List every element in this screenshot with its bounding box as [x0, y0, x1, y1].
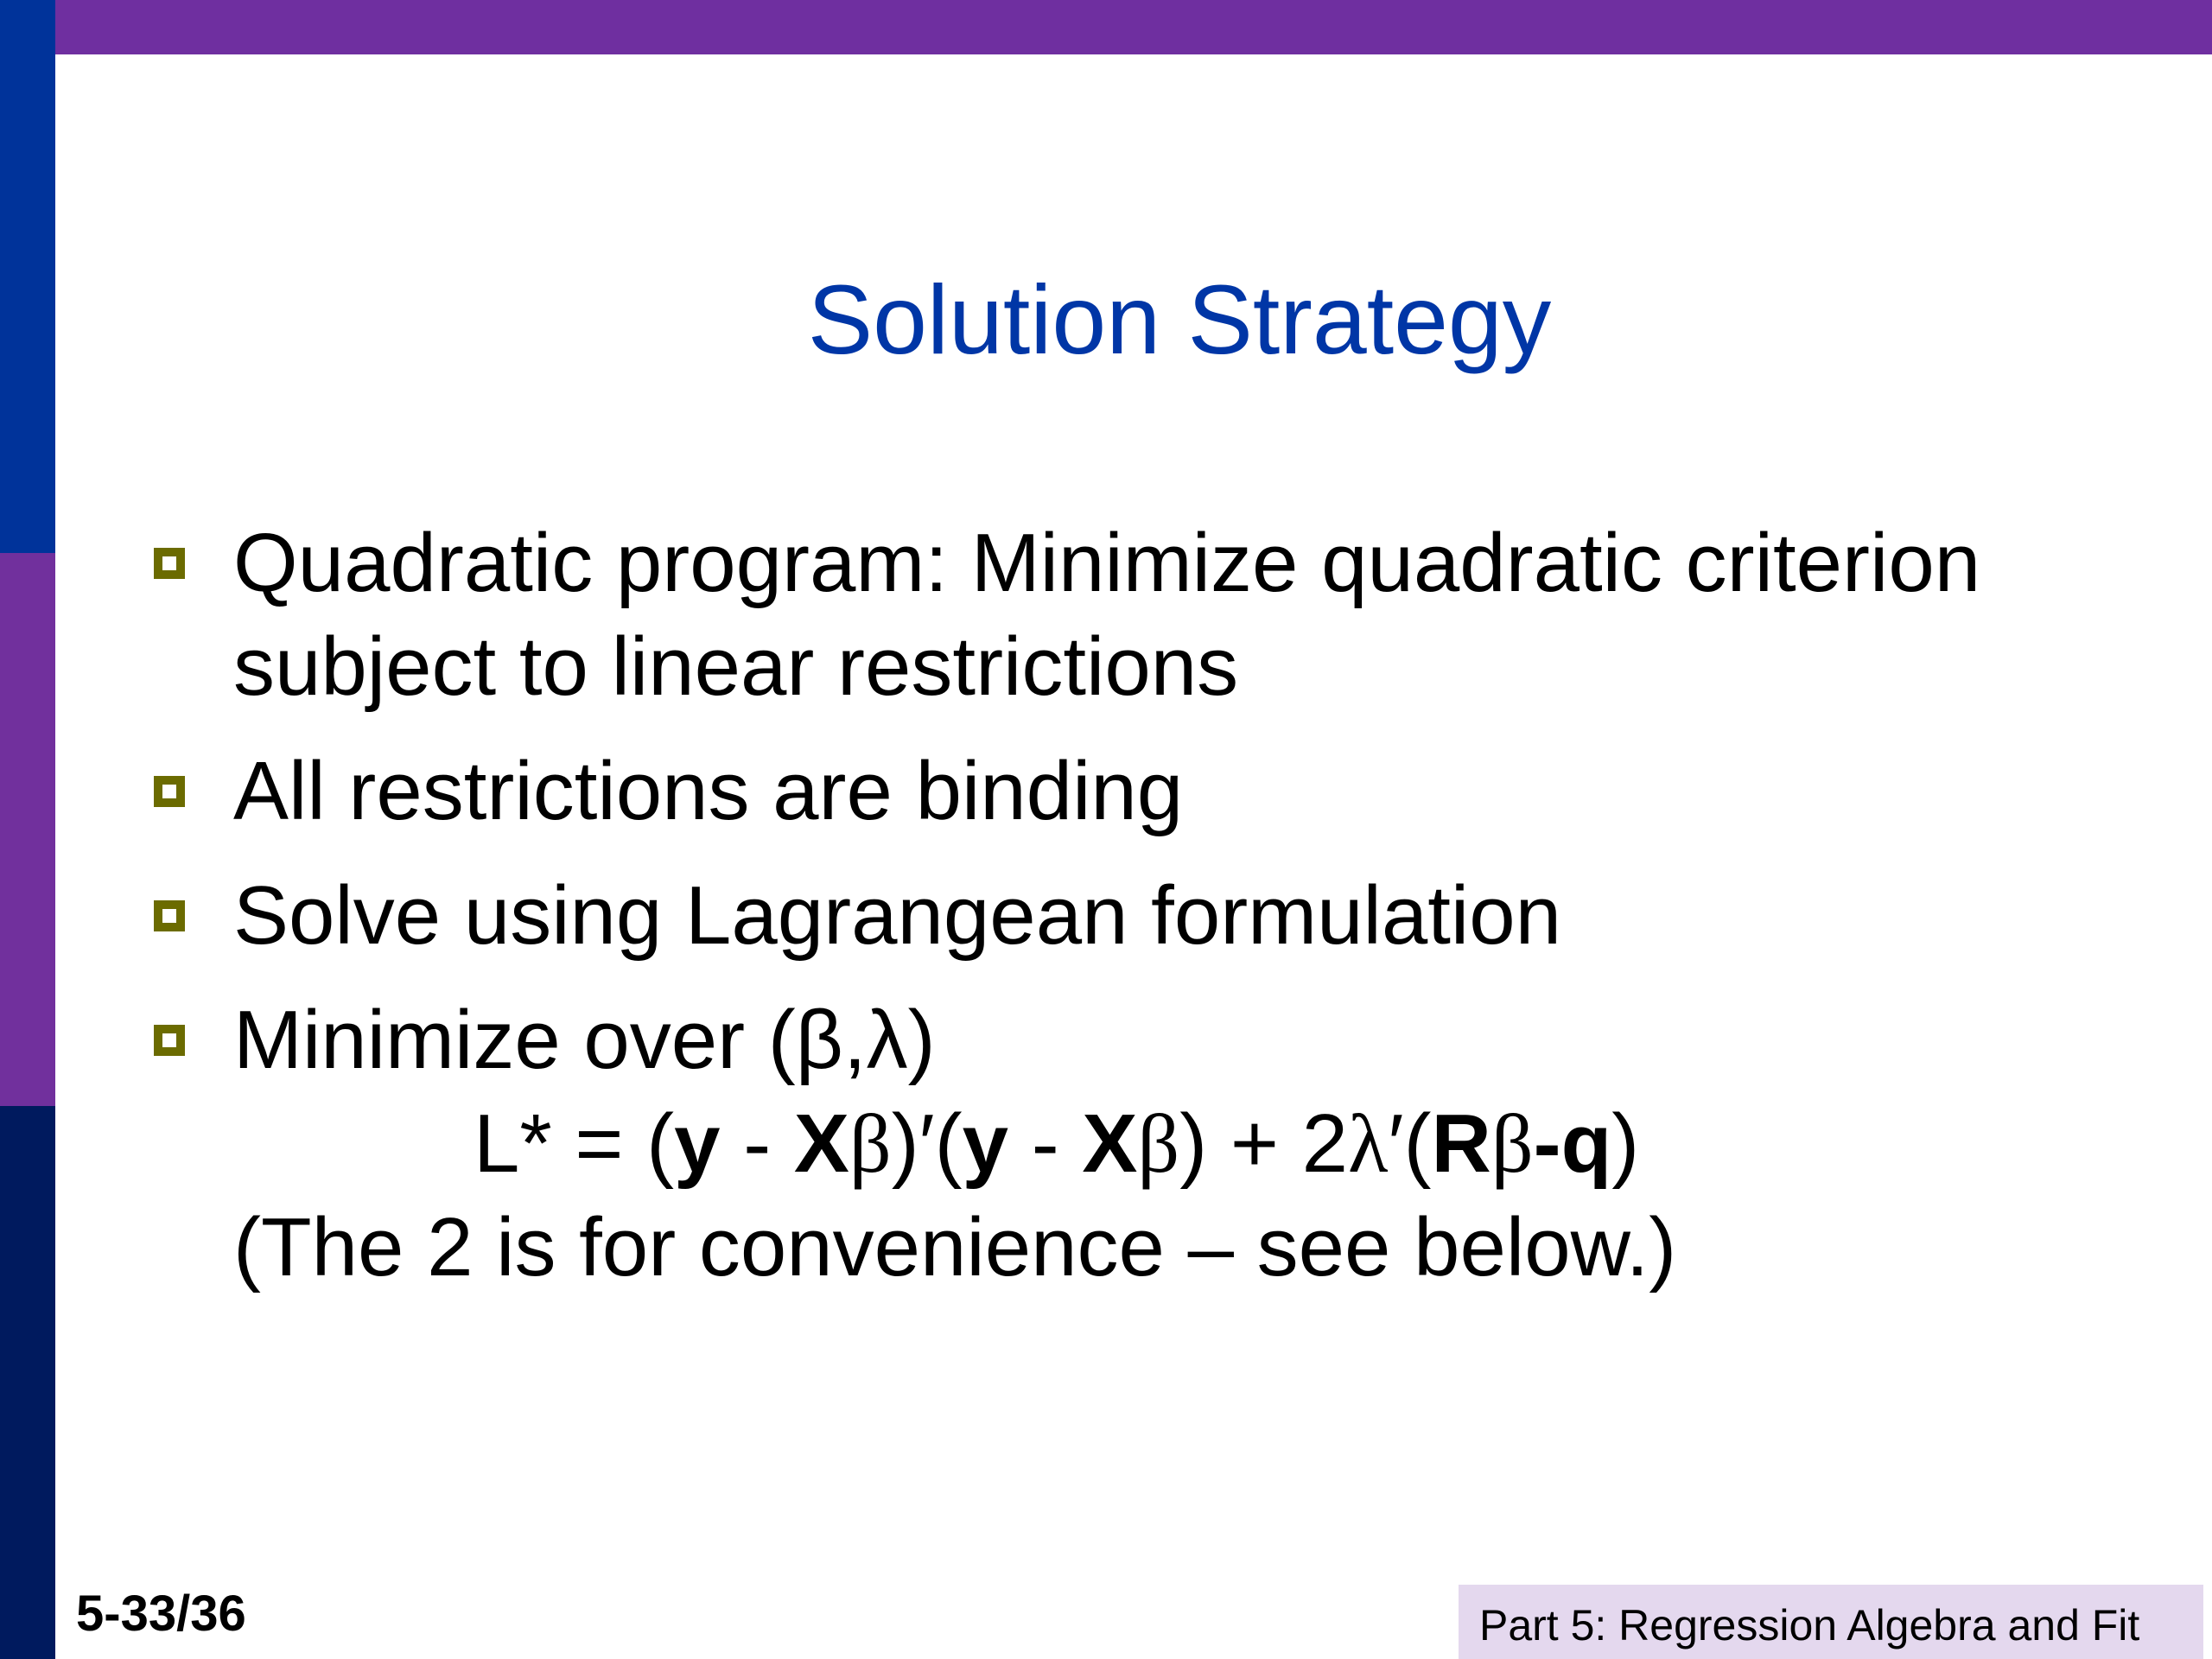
formula-lhs: L* = (: [474, 1097, 675, 1190]
slide-title: Solution Strategy: [807, 265, 1552, 374]
lagrangean-formula: [474, 1092, 1639, 1196]
bullet-2-text: All restrictions are binding: [233, 745, 1184, 837]
bullet-3-text: Solve using Lagrangean formulation: [233, 869, 1562, 962]
slide-number: 5-33/36: [76, 1586, 246, 1642]
formula-minus: -: [1008, 1097, 1083, 1190]
square-bullet-icon: [154, 1025, 185, 1056]
square-bullet-icon: [154, 548, 185, 579]
formula-plus-two: ) + 2: [1179, 1097, 1348, 1190]
formula-lambda: λ: [1347, 1097, 1389, 1190]
formula-y-vector: y: [962, 1097, 1009, 1190]
bullet-1-line-1: Quadratic program: Minimize quadratic criterion: [233, 517, 1981, 609]
formula-x-matrix: X: [793, 1097, 849, 1190]
bullet-1-line-2: subject to linear restrictions: [233, 620, 1239, 713]
formula-q-vector: -q: [1533, 1097, 1612, 1190]
formula-r-matrix: R: [1431, 1097, 1491, 1190]
formula-note: (The 2 is for convenience – see below.): [233, 1201, 1677, 1294]
bullet-4-text: Minimize over (β,λ): [233, 994, 936, 1086]
formula-transpose: ′(: [1388, 1097, 1432, 1190]
formula-y-vector: y: [674, 1097, 721, 1190]
formula-beta: β: [849, 1097, 892, 1190]
formula-transpose: )′(: [891, 1097, 963, 1190]
square-bullet-icon: [154, 900, 185, 931]
square-bullet-icon: [154, 776, 185, 807]
formula-minus: -: [720, 1097, 794, 1190]
formula-beta: β: [1137, 1097, 1180, 1190]
formula-close: ): [1611, 1097, 1640, 1190]
formula-x-matrix: X: [1082, 1097, 1138, 1190]
footer-text: Part 5: Regression Algebra and Fit: [1479, 1601, 2140, 1649]
formula-beta: β: [1491, 1097, 1534, 1190]
